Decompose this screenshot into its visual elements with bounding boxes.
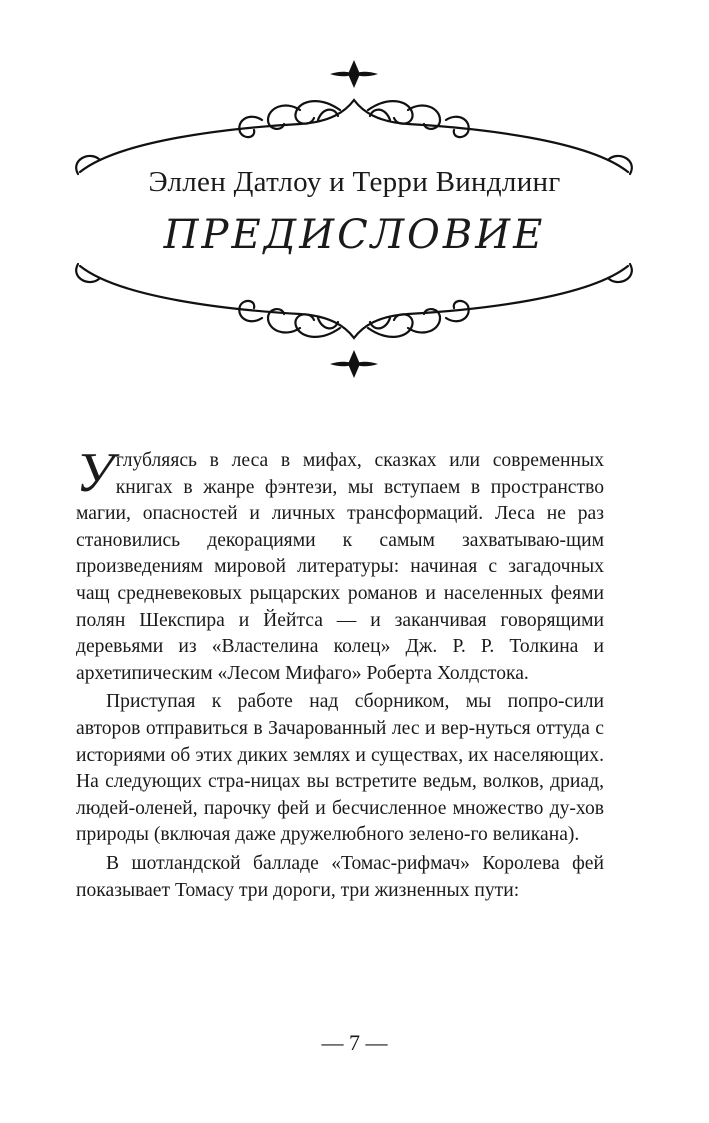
body-text — [76, 442, 604, 904]
paragraph-1 — [76, 442, 604, 687]
decorative-frame-ornament — [0, 0, 709, 400]
paragraph-2: Приступая к работе над сборником, мы попро-сили авторов отправиться в Зачарованный лес и вер-нуться оттуда с историями об этих диких землях и существах, их населяющих. На следующих стра-ницах вы встретите ведьм, волков, дриад, людей-оленей, парочку фей и бесчисленное множество ду-хов природы (включая даже дружелюбного зелено-го великана). — [76, 691, 604, 846]
authors-line: Эллен Датлоу и Терри Виндлинг — [148, 166, 561, 198]
paragraph-3: В шотландской балладе «Томас-рифмач» Королева фей показывает Томасу три дороги, три жизненных пути: — [76, 852, 604, 901]
chapter-title: ПРЕДИСЛОВИЕ — [163, 212, 546, 258]
page-number: — 7 — — [321, 1030, 388, 1055]
drop-cap: У — [76, 442, 114, 504]
paragraph-1-text: глубляясь в леса в мифах, сказках или современных книгах в жанре фэнтези, мы вступаем в пространство магии, опасностей и личных трансформаций. Леса не раз становились декорациями к самым захватываю-щим произведениям мировой литературы: начиная с загадочных чащ средневековых рыцарских романов и населенных феями полян Шекспира и Йейтса — и заканчивая говорящими деревьями из «Властелина колец» Дж. Р. Р. Толкина и архетипическим «Лесом Мифаго» Роберта Холдстока. — [76, 450, 604, 684]
